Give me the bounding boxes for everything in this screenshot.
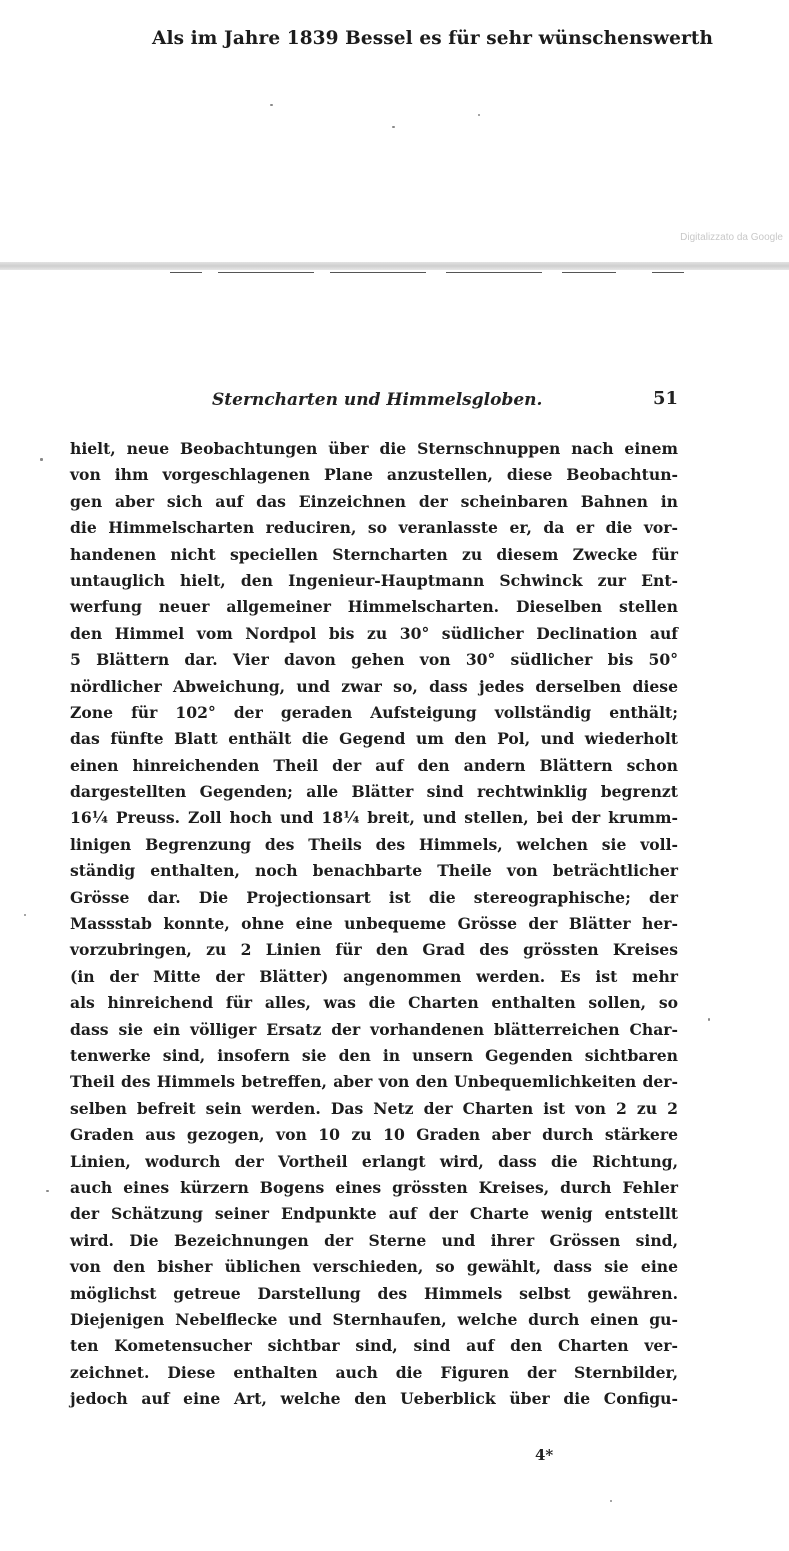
text-line: vorzubringen, zu 2 Linien für den Grad des grössten Kreises (70, 940, 678, 960)
text-line: Massstab konnte, ohne eine unbequeme Grösse der Blätter her- (70, 914, 678, 934)
text-line: dargestellten Gegenden; alle Blätter sind rechtwinklig begrenzt (70, 782, 678, 802)
scan-speck (24, 914, 26, 916)
page-rule (652, 272, 684, 273)
text-line: Graden aus gezogen, von 10 zu 10 Graden aber durch stärkere (70, 1125, 678, 1145)
text-line: untauglich hielt, den Ingenieur-Hauptmann Schwinck zur Ent- (70, 570, 678, 590)
previous-page-fragment (0, 0, 789, 262)
text-line: werfung neuer allgemeiner Himmelscharten. Dieselben stellen (70, 597, 678, 617)
scan-speck (392, 126, 395, 128)
running-head (0, 390, 789, 414)
page-number: 51 (653, 388, 679, 409)
scan-speck (478, 114, 480, 116)
text-line: wird. Die Bezeichnungen der Sterne und ihrer Grössen sind, (70, 1230, 678, 1250)
text-line: selben befreit sein werden. Das Netz der Charten ist von 2 zu 2 (70, 1098, 678, 1118)
text-line: 16¼ Preuss. Zoll hoch und 18¼ breit, und stellen, bei der krumm- (70, 808, 678, 828)
signature-mark: 4* (535, 1446, 554, 1464)
page-title: Sterncharten und Himmelsgloben. (212, 390, 543, 410)
text-line: 5 Blättern dar. Vier davon gehen von 30° südlicher bis 50° (70, 650, 678, 670)
text-line: auch eines kürzern Bogens eines grössten Kreises, durch Fehler (70, 1177, 678, 1197)
scan-speck (270, 104, 273, 106)
page-rule (446, 272, 542, 273)
page-rule (218, 272, 314, 273)
previous-page-last-line: Als im Jahre 1839 Bessel es für sehr wünschenswerth (152, 28, 714, 49)
text-line: Diejenigen Nebelflecke und Sternhaufen, welche durch einen gu- (70, 1309, 678, 1329)
text-line: der Schätzung seiner Endpunkte auf der Charte wenig entstellt (70, 1204, 678, 1224)
text-line: die Himmelscharten reduciren, so veranlasste er, da er die vor- (70, 518, 678, 538)
text-line: ten Kometensucher sichtbar sind, sind auf den Charten ver- (70, 1336, 678, 1356)
text-line: (in der Mitte der Blätter) angenommen werden. Es ist mehr (70, 966, 678, 986)
page-rule (170, 272, 202, 273)
text-line: möglichst getreue Darstellung des Himmels selbst gewähren. (70, 1283, 678, 1303)
text-line: das fünfte Blatt enthält die Gegend um den Pol, und wiederholt (70, 729, 678, 749)
text-line: tenwerke sind, insofern sie den in unsern Gegenden sichtbaren (70, 1045, 678, 1065)
scan-speck (708, 1018, 710, 1021)
body-text (70, 436, 678, 1412)
scan-speck (610, 1500, 612, 1502)
text-line: hielt, neue Beobachtungen über die Sternschnuppen nach einem (70, 439, 678, 458)
text-line: Theil des Himmels betreffen, aber von den Unbequemlichkeiten der- (70, 1072, 678, 1092)
scan-speck (40, 458, 43, 461)
google-watermark: Digitalizzato da Google (680, 232, 783, 243)
text-line: jedoch auf eine Art, welche den Ueberblick über die Configu- (70, 1389, 678, 1409)
scan-speck (46, 1190, 49, 1192)
text-line: als hinreichend für alles, was die Charten enthalten sollen, so (70, 993, 678, 1013)
text-line: zeichnet. Diese enthalten auch die Figuren der Sternbilder, (70, 1362, 678, 1382)
page-rule (330, 272, 426, 273)
page-rule (562, 272, 616, 273)
text-line: dass sie ein völliger Ersatz der vorhandenen blätterreichen Char- (70, 1019, 678, 1039)
text-line: Grösse dar. Die Projectionsart ist die stereographische; der (70, 887, 678, 907)
page-divider (0, 262, 789, 270)
text-line: ständig enthalten, noch benachbarte Theile von beträchtlicher (70, 861, 678, 881)
text-line: gen aber sich auf das Einzeichnen der scheinbaren Bahnen in (70, 491, 678, 511)
text-line: Zone für 102° der geraden Aufsteigung vollständig enthält; (70, 702, 678, 722)
text-line: den Himmel vom Nordpol bis zu 30° südlicher Declination auf (70, 623, 678, 643)
text-line: einen hinreichenden Theil der auf den andern Blättern schon (70, 755, 678, 775)
text-line: Linien, wodurch der Vortheil erlangt wird, dass die Richtung, (70, 1151, 678, 1171)
text-line: handenen nicht speciellen Sterncharten zu diesem Zwecke für (70, 544, 678, 564)
text-line: nördlicher Abweichung, und zwar so, dass jedes derselben diese (70, 676, 678, 696)
text-line: von den bisher üblichen verschieden, so gewählt, dass sie eine (70, 1257, 678, 1277)
text-line: von ihm vorgeschlagenen Plane anzustellen, diese Beobachtun- (70, 465, 678, 485)
text-line: linigen Begrenzung des Theils des Himmels, welchen sie voll- (70, 834, 678, 854)
